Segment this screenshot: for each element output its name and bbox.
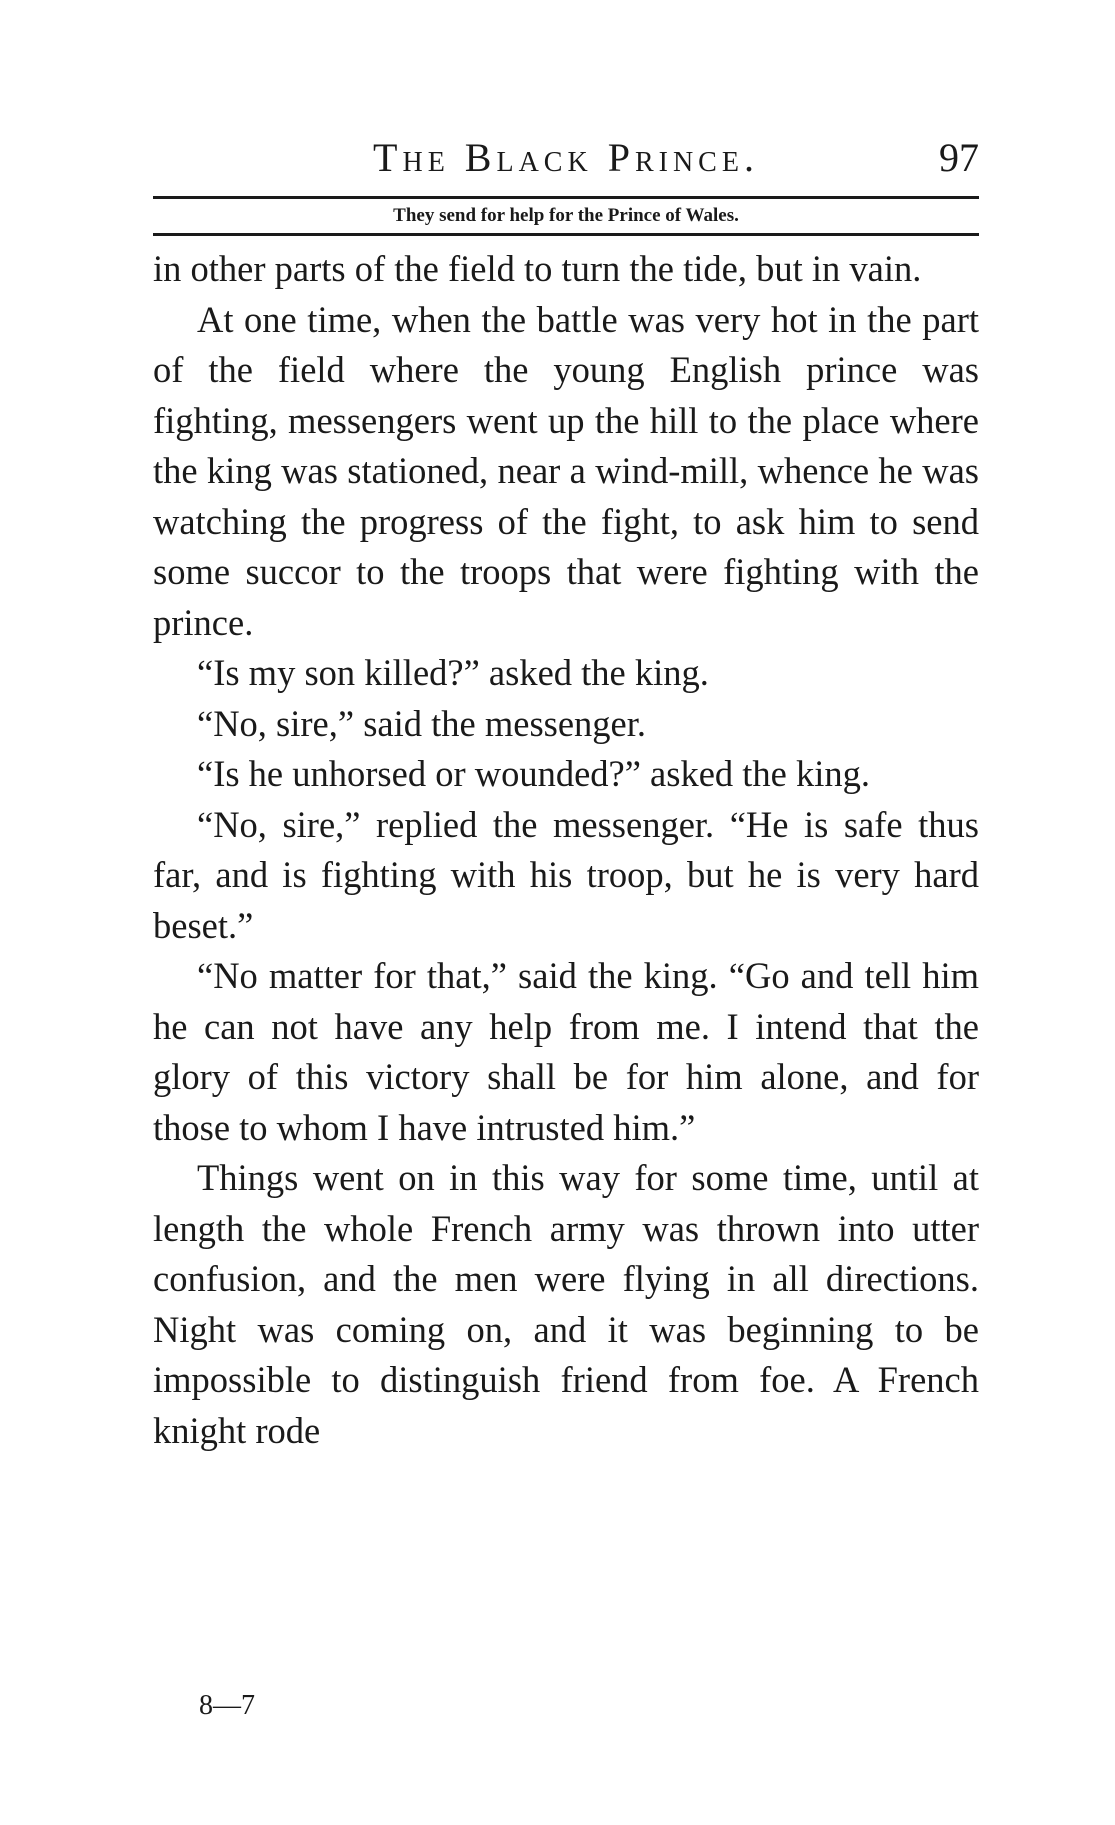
- page-number: 97: [939, 135, 979, 180]
- book-page: [153, 130, 979, 1456]
- paragraph: At one time, when the battle was very hot in the part of the field where the young English prince was fighting, messengers went up the hill to the place where the king was stationed, near a wind-mill, whence he was watching the progress of the fight, to ask him to send some succor to the troops that were fighting with the prince.: [153, 298, 979, 643]
- running-title: The Black Prince.: [373, 135, 759, 180]
- signature-mark: 8—7: [199, 1690, 255, 1721]
- paragraph: in other parts of the field to turn the tide, but in vain.: [153, 248, 922, 289]
- paragraph: “No, sire,” said the messenger.: [197, 702, 647, 744]
- header-rule-bottom: [153, 233, 979, 236]
- paragraph: “No, sire,” replied the messenger. “He is safe thus far, and is fighting with his troop, but he is very hard beset.”: [153, 803, 979, 946]
- running-head: [153, 130, 979, 186]
- paragraph: “Is he unhorsed or wounded?” asked the king.: [197, 753, 871, 794]
- chapter-subhead: They send for help for the Prince of Wales.: [393, 205, 739, 226]
- paragraph: “Is my son killed?” asked the king.: [197, 652, 709, 693]
- paragraph: Things went on in this way for some time, until at length the whole French army was thrown into utter confusion, and the men were flying in all directions. Night was coming on, and it was beginning to be impossible to distinguish friend from foe. A French knight rode: [153, 1157, 979, 1451]
- paragraph: “No matter for that,” said the king. “Go and tell him he can not have any help from me. I intend that the glory of this victory shall be for him alone, and for those to whom I have intrusted him.”: [153, 955, 979, 1148]
- body-text: [153, 244, 979, 1456]
